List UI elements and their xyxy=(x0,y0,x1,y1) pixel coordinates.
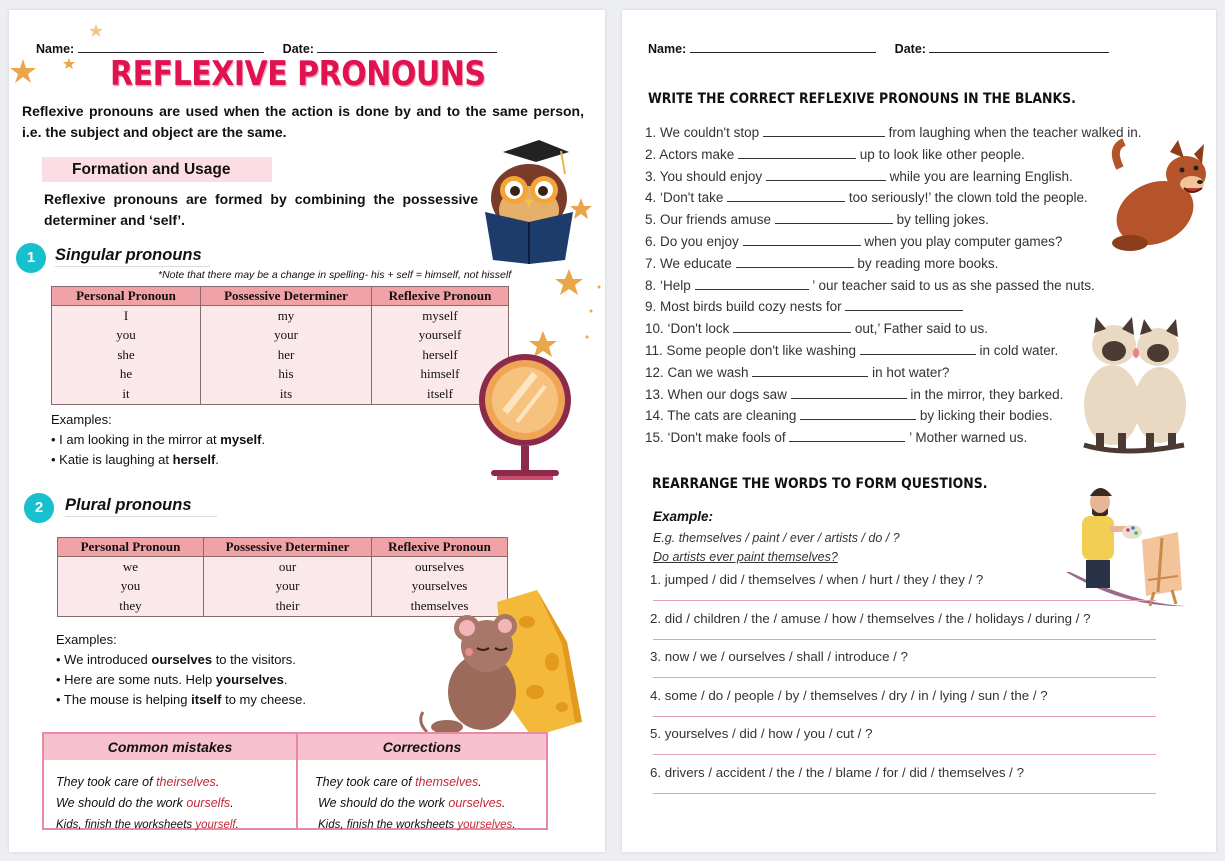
date-blank xyxy=(929,40,1109,53)
worksheet-page-1 xyxy=(9,10,605,852)
rearrange-item xyxy=(650,611,1156,650)
date-blank xyxy=(317,40,497,53)
correction-row: We should do the work ourselves. xyxy=(318,796,506,810)
formation-heading: Formation and Usage xyxy=(42,157,272,182)
name-blank xyxy=(78,40,264,53)
spelling-note: *Note that there may be a change in spelling- his + self = himself, not hisself xyxy=(158,269,512,281)
answer-blank[interactable] xyxy=(766,169,886,181)
table-row: she her herself xyxy=(52,345,509,365)
answer-line[interactable] xyxy=(653,716,1156,717)
table-header: Possessive Determiner xyxy=(204,538,372,557)
page-title: REFLEXIVE PRONOUNS xyxy=(110,55,486,95)
common-mistakes-table xyxy=(42,732,548,830)
fill-blank-item: 1. We couldn't stop from laughing when the teacher walked in. xyxy=(645,125,1142,140)
answer-blank[interactable] xyxy=(860,343,976,355)
table-header: Personal Pronoun xyxy=(58,538,204,557)
answer-line[interactable] xyxy=(653,677,1156,678)
name-label: Name: xyxy=(36,42,75,56)
answer-blank[interactable] xyxy=(738,147,856,159)
date-label: Date: xyxy=(894,42,926,56)
mouse-cheese-illustration xyxy=(417,582,587,742)
formation-text: Reflexive pronouns are formed by combining the possessive determiner and ‘self’. xyxy=(44,191,478,228)
table-row: you your yourself xyxy=(52,326,509,346)
example-line: • Here are some nuts. Help yourselves. xyxy=(56,672,288,687)
fill-blank-item: 8. ‘Help ’ our teacher said to us as she passed the nuts. xyxy=(645,277,1095,293)
table-header: Reflexive Pronoun xyxy=(372,538,508,557)
fill-blank-item: 13. When our dogs saw in the mirror, they barked. xyxy=(645,386,1064,402)
fill-blank-item: 4. ‘Don't take too seriously!’ the clown told the people. xyxy=(645,190,1088,206)
rearrange-item xyxy=(650,649,1156,688)
table-row: you your yourselves xyxy=(58,577,508,597)
fill-blank-item: 14. The cats are cleaning by licking their bodies. xyxy=(645,408,1053,424)
fill-blank-item: 10. ‘Don't lock out,’ Father said to us. xyxy=(645,321,988,337)
answer-line[interactable] xyxy=(653,754,1156,755)
star-icon xyxy=(89,24,103,38)
table-row: they their themselves xyxy=(58,596,508,616)
answer-blank[interactable] xyxy=(736,256,854,268)
answer-line[interactable] xyxy=(653,600,1156,601)
answer-blank[interactable] xyxy=(800,408,916,420)
answer-blank[interactable] xyxy=(752,365,868,377)
rearrange-heading: REARRANGE THE WORDS TO FORM QUESTIONS. xyxy=(652,475,988,492)
section-number-1: 1 xyxy=(16,243,46,273)
mistake-row: Kids, finish the worksheets yourself. xyxy=(56,819,239,831)
corrections-column xyxy=(298,734,546,831)
example-line: • The mouse is helping itself to my cheese. xyxy=(56,692,307,707)
fill-blank-item: 11. Some people don't like washing in cold water. xyxy=(645,342,1059,358)
example-answer: Do artists ever paint themselves? xyxy=(653,550,838,564)
fill-blank-item: 3. You should enjoy while you are learning English. xyxy=(645,168,1073,184)
rearrange-item xyxy=(650,572,1156,611)
mistakes-column xyxy=(44,734,298,831)
rearrange-item xyxy=(650,765,1156,804)
rearrange-questions-list xyxy=(650,572,1156,804)
rearrange-question: 6. drivers / accident / the / the / blame / for / did / themselves / ? xyxy=(650,764,1024,780)
table-row: we our ourselves xyxy=(58,557,508,577)
examples-label: Examples: xyxy=(56,632,117,647)
rearrange-question: 5. yourselves / did / how / you / cut / ? xyxy=(650,726,873,742)
table-header: Possessive Determiner xyxy=(201,287,372,306)
fill-blank-item: 6. Do you enjoy when you play computer games? xyxy=(645,233,1063,249)
answer-blank[interactable] xyxy=(845,299,963,311)
table-row: I my myself xyxy=(52,306,509,326)
table-row: he his himself xyxy=(52,365,509,385)
examples-label: Examples: xyxy=(51,412,112,427)
corrections-header: Corrections xyxy=(298,734,546,760)
answer-line[interactable] xyxy=(653,639,1156,640)
worksheet-page-2 xyxy=(622,10,1216,852)
dog-illustration xyxy=(1100,138,1218,256)
answer-blank[interactable] xyxy=(791,387,907,399)
mistake-row: They took care of theirselves. xyxy=(56,775,220,789)
answer-blank[interactable] xyxy=(763,125,885,137)
correction-row: Kids, finish the worksheets yourselves. xyxy=(318,819,516,831)
table-header: Personal Pronoun xyxy=(52,287,201,306)
answer-blank[interactable] xyxy=(733,321,851,333)
rearrange-item xyxy=(650,688,1156,727)
example-question: E.g. themselves / paint / ever / artists / do / ? xyxy=(653,531,900,545)
rearrange-item xyxy=(650,726,1156,765)
answer-blank[interactable] xyxy=(743,234,861,246)
fill-blanks-heading: WRITE THE CORRECT REFLEXIVE PRONOUNS IN THE BLANKS. xyxy=(648,90,1076,107)
table-row: it its itself xyxy=(52,384,509,404)
rearrange-question: 2. did / children / the / amuse / how / themselves / the / holidays / during / ? xyxy=(650,610,1091,626)
mistake-row: We should do the work ourselfs. xyxy=(56,796,234,810)
fill-blank-item: 12. Can we wash in hot water? xyxy=(645,364,950,380)
mistakes-header: Common mistakes xyxy=(44,734,296,760)
fill-blank-item: 2. Actors make up to look like other people. xyxy=(645,146,1025,162)
name-date-row xyxy=(648,40,1109,56)
table-header: Reflexive Pronoun xyxy=(372,287,509,306)
name-label: Name: xyxy=(648,42,687,56)
rearrange-question: 3. now / we / ourselves / shall / introduce / ? xyxy=(650,649,908,665)
fill-blank-item: 15. ‘Don't make fools of ’ Mother warned us. xyxy=(645,430,1028,446)
intro-paragraph: Reflexive pronouns are used when the action is done by and to the same person, i.e. the subject and object are the same. xyxy=(22,103,584,140)
owl-reading-illustration xyxy=(481,138,593,266)
answer-blank[interactable] xyxy=(695,278,809,290)
answer-line[interactable] xyxy=(653,793,1156,794)
cats-illustration xyxy=(1074,315,1196,455)
answer-blank[interactable] xyxy=(727,190,845,202)
answer-blank[interactable] xyxy=(789,430,905,442)
singular-examples xyxy=(51,410,265,470)
section-number-2: 2 xyxy=(24,493,54,523)
example-line: • We introduced ourselves to the visitors. xyxy=(56,652,296,667)
answer-blank[interactable] xyxy=(775,212,893,224)
singular-pronoun-table xyxy=(51,286,509,405)
name-date-row xyxy=(36,40,497,56)
plural-heading: Plural pronouns xyxy=(65,496,217,517)
date-label: Date: xyxy=(282,42,314,56)
fill-blank-item: 9. Most birds build cozy nests for xyxy=(645,296,1165,318)
fill-blank-item: 5. Our friends amuse by telling jokes. xyxy=(645,212,989,228)
example-line: • Katie is laughing at herself. xyxy=(51,452,219,467)
name-blank xyxy=(690,40,876,53)
fill-blank-item: 7. We educate by reading more books. xyxy=(645,255,999,271)
example-label: Example: xyxy=(653,509,714,524)
mirror-illustration xyxy=(475,350,585,485)
example-line: • I am looking in the mirror at myself. xyxy=(51,432,266,447)
rearrange-question: 4. some / do / people / by / themselves / dry / in / lying / sun / the / ? xyxy=(650,687,1048,703)
singular-heading: Singular pronouns xyxy=(55,246,210,267)
plural-examples xyxy=(56,630,306,710)
rearrange-question: 1. jumped / did / themselves / when / hurt / they / they / ? xyxy=(650,572,984,587)
correction-row: They took care of themselves. xyxy=(315,775,482,789)
stars-decoration xyxy=(9,50,89,100)
